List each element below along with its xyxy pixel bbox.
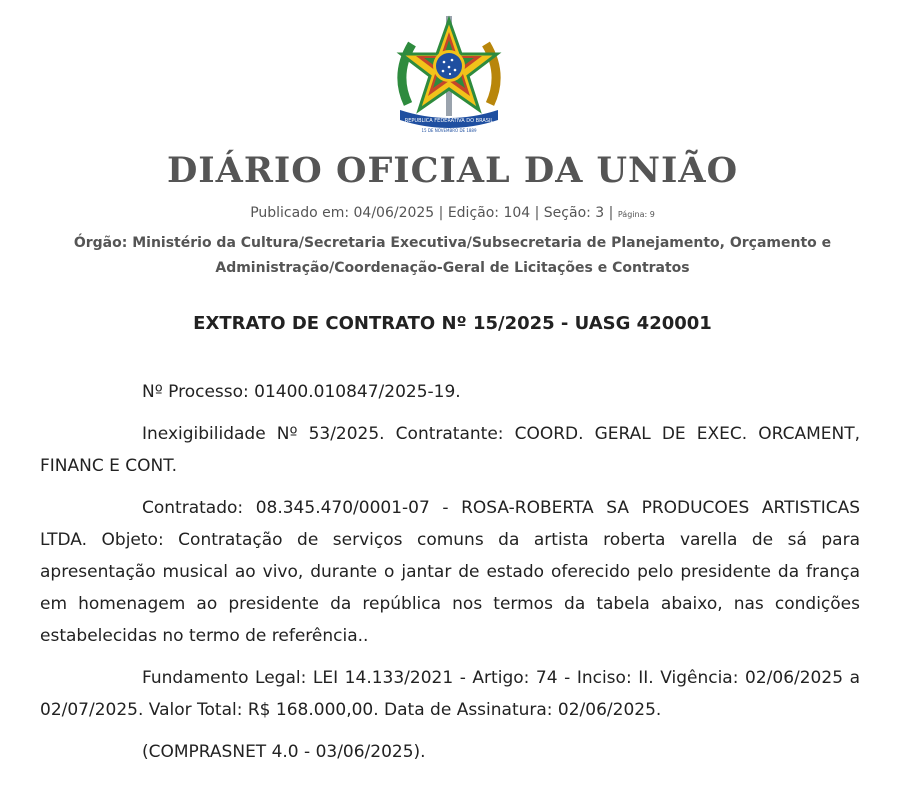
- orgao-line: Órgão: Ministério da Cultura/Secretaria Executiva/Subsecretaria de Planejamento, Orçamento e Administração/Coordenação-Geral de Licitações e Contratos: [73, 235, 832, 276]
- paragraph-contratado: Contratado: 08.345.470/0001-07 - ROSA-ROBERTA SA PRODUCOES ARTISTICAS LTDA. Objeto: Contratação de serviços comuns da artista roberta varella de sá para apresentação musical ao vivo, durante o jantar de estado oferecido pelo presidente da frança em homenagem ao presidente da república nos termos da tabela abaixo, nas condições estabelecidas no termo de referência..: [40, 498, 860, 646]
- emblem-date: 15 DE NOVEMBRO DE 1889: [421, 128, 477, 133]
- document-body: [40, 376, 860, 778]
- page-title: DIÁRIO OFICIAL DA UNIÃO: [166, 150, 739, 191]
- brazil-coat-of-arms-icon: [390, 14, 508, 134]
- emblem-motto: REPUBLICA FEDERATIVA DO BRASIL: [404, 118, 494, 124]
- paragraph-inexigibilidade: Inexigibilidade Nº 53/2025. Contratante: COORD. GERAL DE EXEC. ORCAMENT, FINANC E CONT.: [40, 424, 860, 476]
- page-number: Página: 9: [617, 210, 655, 219]
- paragraph-comprasnet: (COMPRASNET 4.0 - 03/06/2025).: [142, 742, 426, 762]
- paragraph-fundamento: Fundamento Legal: LEI 14.133/2021 - Artigo: 74 - Inciso: II. Vigência: 02/06/2025 a 02/07/2025. Valor Total: R$ 168.000,00. Data de Assinatura: 02/06/2025.: [40, 668, 860, 720]
- publication-details: Publicado em: 04/06/2025 | Edição: 104 | Seção: 3 |: [250, 205, 614, 221]
- paragraph-processo: Nº Processo: 01400.010847/2025-19.: [142, 382, 461, 402]
- publication-info: [0, 205, 905, 221]
- document-heading: EXTRATO DE CONTRATO Nº 15/2025 - UASG 420001: [193, 313, 712, 334]
